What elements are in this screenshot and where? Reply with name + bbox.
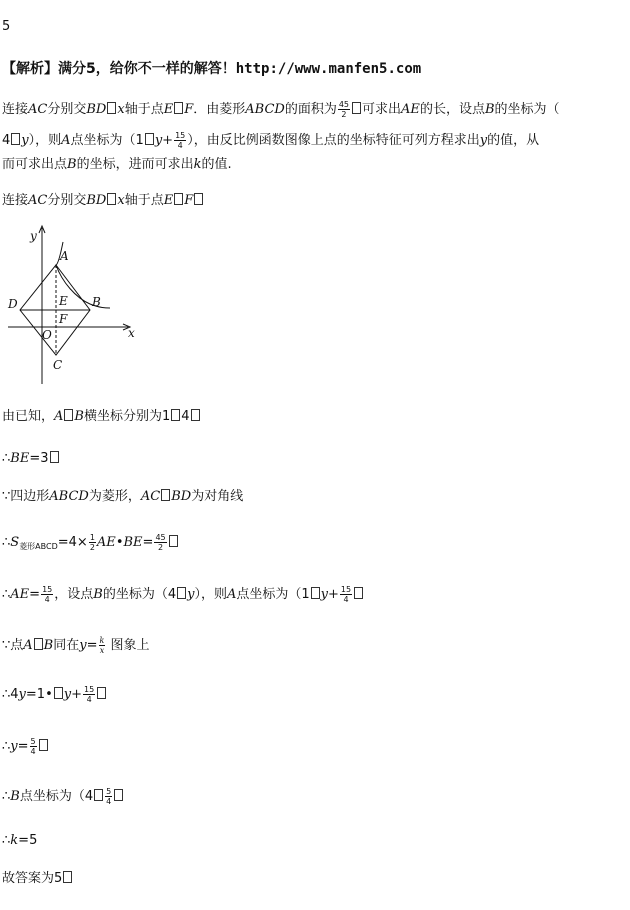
analysis-header xyxy=(2,60,421,78)
page-number: 5 xyxy=(2,19,11,34)
step-3: ∵四边形ABCD为菱形，AC BD为对角线 xyxy=(2,489,244,504)
answer-line: 故答案为5 xyxy=(2,870,73,888)
rhombus-figure xyxy=(0,222,150,390)
step-1: 由已知，A B横坐标分别为1 4 xyxy=(2,408,201,426)
analysis-line-1: 连接AC分别交BD x轴于点E F．由菱形ABCD的面积为 $\frac{45}{2}$ 可求出AE的长，设点B的坐标为（ xyxy=(2,100,560,119)
label-f: F xyxy=(59,312,68,326)
label-e: E xyxy=(59,294,68,308)
step-6: ∵点A B同在y= $\frac{k}{x}$ 图象上 xyxy=(2,636,150,655)
connect-line: 连接AC分别交BD x轴于点E F xyxy=(2,192,204,210)
step-5: ∴AE= $\frac{15}{4}$ ，设点B的坐标为（4 y），则A点坐标为（1 y+ $\frac{15}{4}$ xyxy=(2,585,364,604)
label-b: B xyxy=(92,295,101,309)
step-10: ∴k=5 xyxy=(2,833,38,848)
analysis-line-2: 4 y），则A点坐标为（1 y+ $\frac{15}{4}$ ），由反比例函数图像上点的坐标特征可列方程求出y的值，从 xyxy=(2,131,540,150)
label-x: x xyxy=(128,326,135,340)
label-o: O xyxy=(42,328,52,342)
label-a: A xyxy=(60,249,69,263)
label-d: D xyxy=(8,297,18,311)
analysis-line-3: 而可求出点B的坐标，进而可求出k的值. xyxy=(2,157,232,172)
label-y: y xyxy=(30,229,37,243)
step-7: ∴4y=1• y+ $\frac{15}{4}$ xyxy=(2,685,107,704)
step-2: ∴BE=3 xyxy=(2,450,60,468)
source-url: http://www.manfen5.com xyxy=(235,61,422,77)
analysis-title: 满分5，给你不一样的解答！ xyxy=(58,61,236,77)
step-9: ∴B点坐标为（4 $\frac{5}{4}$ xyxy=(2,787,124,806)
step-4: $\therefore S_{菱形ABCD}=4\times$ $\frac{1}{2}$ AE•BE= $\frac{45}{2}$ xyxy=(2,533,179,556)
label-c: C xyxy=(53,358,63,372)
step-8: ∴y= $\frac{5}{4}$ xyxy=(2,737,49,756)
analysis-bracket: 【解析】 xyxy=(2,61,58,77)
